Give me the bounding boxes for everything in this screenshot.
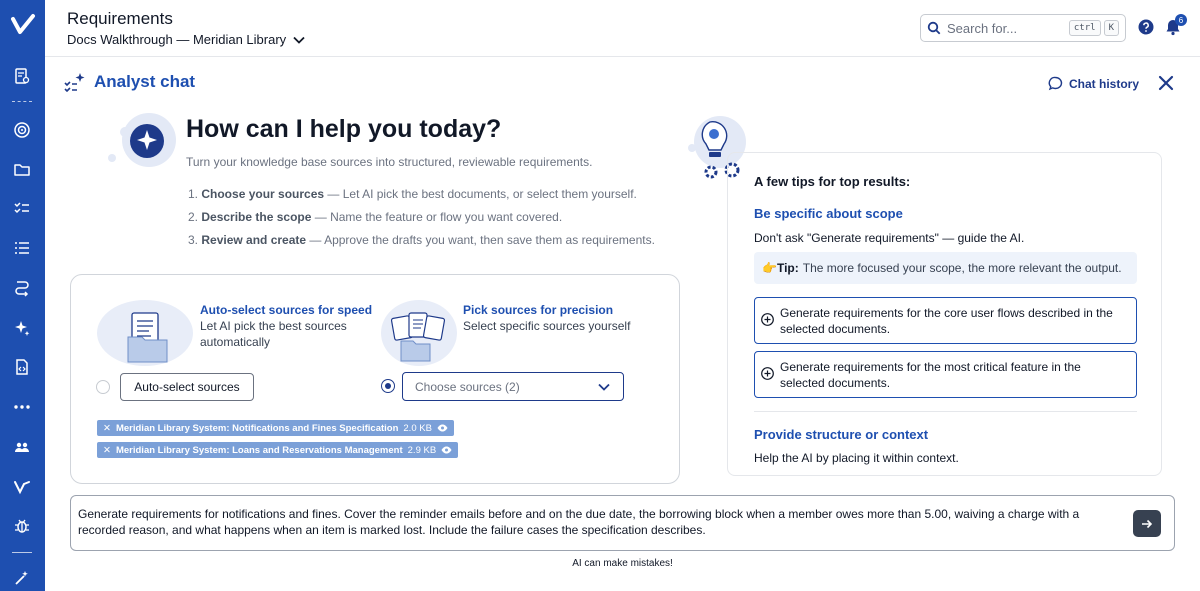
- search-placeholder: Search for...: [947, 20, 1018, 36]
- auto-select-button[interactable]: Auto-select sources: [120, 373, 254, 401]
- source-chip: [97, 420, 454, 436]
- project-name: Docs Walkthrough — Meridian Library: [67, 32, 287, 47]
- source-chip-size: 2.0 KB: [403, 422, 432, 434]
- step-item: 3. Review and create — Approve the drafts you want, then save them as requirements.: [188, 233, 655, 247]
- close-icon[interactable]: [1157, 74, 1175, 97]
- ai-disclaimer: AI can make mistakes!: [572, 558, 673, 569]
- search-box[interactable]: [920, 14, 1126, 42]
- pointing-hand-icon: 👉: [762, 261, 777, 275]
- auto-select-title: Auto-select sources for speed: [200, 303, 373, 317]
- pick-sources-title: Pick sources for precision: [463, 303, 614, 317]
- list-icon[interactable]: [11, 237, 33, 259]
- help-icon[interactable]: [1138, 19, 1154, 40]
- bug-icon[interactable]: [11, 515, 33, 537]
- source-chip-size: 2.9 KB: [407, 444, 437, 456]
- auto-select-radio[interactable]: [96, 380, 110, 394]
- search-icon: [927, 21, 941, 35]
- chevron-down-icon: [597, 380, 611, 394]
- tips-heading: A few tips for top results:: [754, 174, 911, 189]
- requirements-doc-icon[interactable]: [11, 65, 33, 87]
- assistant-illustration: [105, 108, 177, 172]
- tips-panel: [727, 152, 1162, 476]
- chat-input[interactable]: Generate requirements for notifications and fines. Cover the reminder emails before and on the due date, the borrowing block when a member owes more than 5.00, waiving a charge with a recorded reason, and what happens when an item is marked lost. Include the failure cases the specification describes.: [70, 495, 1175, 551]
- sidebar-divider: [12, 101, 32, 102]
- step-item: 1. Choose your sources — Let AI pick the best documents, or select them yourself.: [188, 187, 637, 201]
- documents-folder-icon: [126, 311, 172, 363]
- target-icon[interactable]: [11, 119, 33, 141]
- chat-history-button[interactable]: [1048, 76, 1139, 91]
- sparkles-icon[interactable]: [11, 317, 33, 339]
- hero-lead: Turn your knowledge base sources into structured, reviewable requirements.: [186, 155, 593, 169]
- page-title: Requirements: [67, 9, 173, 28]
- project-switcher[interactable]: [67, 32, 306, 47]
- choose-sources-value: Choose sources (2): [415, 379, 520, 394]
- auto-select-description: Let AI pick the best sources automatically: [200, 319, 347, 349]
- code-file-icon[interactable]: [11, 356, 33, 378]
- tips-section-title: Be specific about scope: [754, 206, 903, 221]
- remove-chip-icon[interactable]: ✕: [103, 422, 111, 434]
- shortcut-key-ctrl: ctrl: [1069, 20, 1101, 36]
- prompt-suggestion-text: Generate requirements for the core user flows described in the selected documents.: [780, 306, 1113, 336]
- pick-sources-radio[interactable]: [381, 379, 395, 393]
- prompt-suggestion[interactable]: [754, 297, 1137, 344]
- pick-documents-icon: [391, 311, 447, 363]
- step-item: 2. Describe the scope — Name the feature or flow you want covered.: [188, 210, 563, 224]
- arrow-right-icon: [1141, 518, 1153, 530]
- add-circle-icon: [761, 367, 774, 380]
- magic-wand-icon[interactable]: [11, 567, 33, 589]
- prompt-suggestion[interactable]: [754, 351, 1137, 398]
- top-bar: [45, 0, 1200, 57]
- chat-bubble-icon: [1048, 76, 1063, 91]
- source-chip-name: Meridian Library System: Loans and Reservations Management: [115, 444, 403, 456]
- eye-icon[interactable]: [437, 424, 448, 432]
- sidebar-divider: [12, 552, 32, 553]
- flow-icon[interactable]: [11, 277, 33, 299]
- eye-icon[interactable]: [441, 446, 452, 454]
- notification-count-badge: 6: [1175, 14, 1187, 26]
- more-icon[interactable]: [11, 396, 33, 418]
- tip-text: The more focused your scope, the more relevant the output.: [802, 261, 1122, 275]
- choose-sources-select[interactable]: [402, 372, 624, 401]
- hero-heading: How can I help you today?: [186, 115, 502, 143]
- chat-history-label: Chat history: [1069, 76, 1140, 91]
- prompt-suggestion-text: Generate requirements for the most critical feature in the selected documents.: [780, 360, 1081, 390]
- chat-header: [64, 72, 195, 92]
- steps-list: [188, 187, 655, 256]
- chevron-down-icon: [292, 33, 306, 47]
- remove-chip-icon[interactable]: ✕: [103, 444, 111, 456]
- pick-sources-description: Select specific sources yourself: [463, 319, 631, 333]
- tip-callout: [754, 252, 1137, 284]
- tips-section-text: Don't ask "Generate requirements" — guide the AI.: [754, 231, 1025, 245]
- folder-icon[interactable]: [11, 158, 33, 180]
- brand-mark-icon[interactable]: [11, 476, 33, 498]
- app-logo-icon[interactable]: [10, 12, 36, 38]
- tips-section-text: Help the AI by placing it within context.: [754, 451, 959, 465]
- add-circle-icon: [761, 313, 774, 326]
- tips-divider: [754, 411, 1137, 412]
- sidebar: [0, 0, 45, 591]
- shortcut-key-k: K: [1104, 20, 1119, 36]
- team-icon[interactable]: [11, 436, 33, 458]
- tips-section-title: Provide structure or context: [754, 427, 929, 442]
- analyst-sparkle-icon: [64, 72, 86, 92]
- source-selection-card: [70, 274, 680, 484]
- source-chip: [97, 442, 458, 458]
- source-chip-name: Meridian Library System: Notifications and Fines Specification: [115, 422, 399, 434]
- checklist-icon[interactable]: [11, 197, 33, 219]
- chat-title: Analyst chat: [94, 72, 196, 91]
- tip-label: Tip:: [776, 261, 799, 275]
- send-button[interactable]: [1133, 510, 1161, 537]
